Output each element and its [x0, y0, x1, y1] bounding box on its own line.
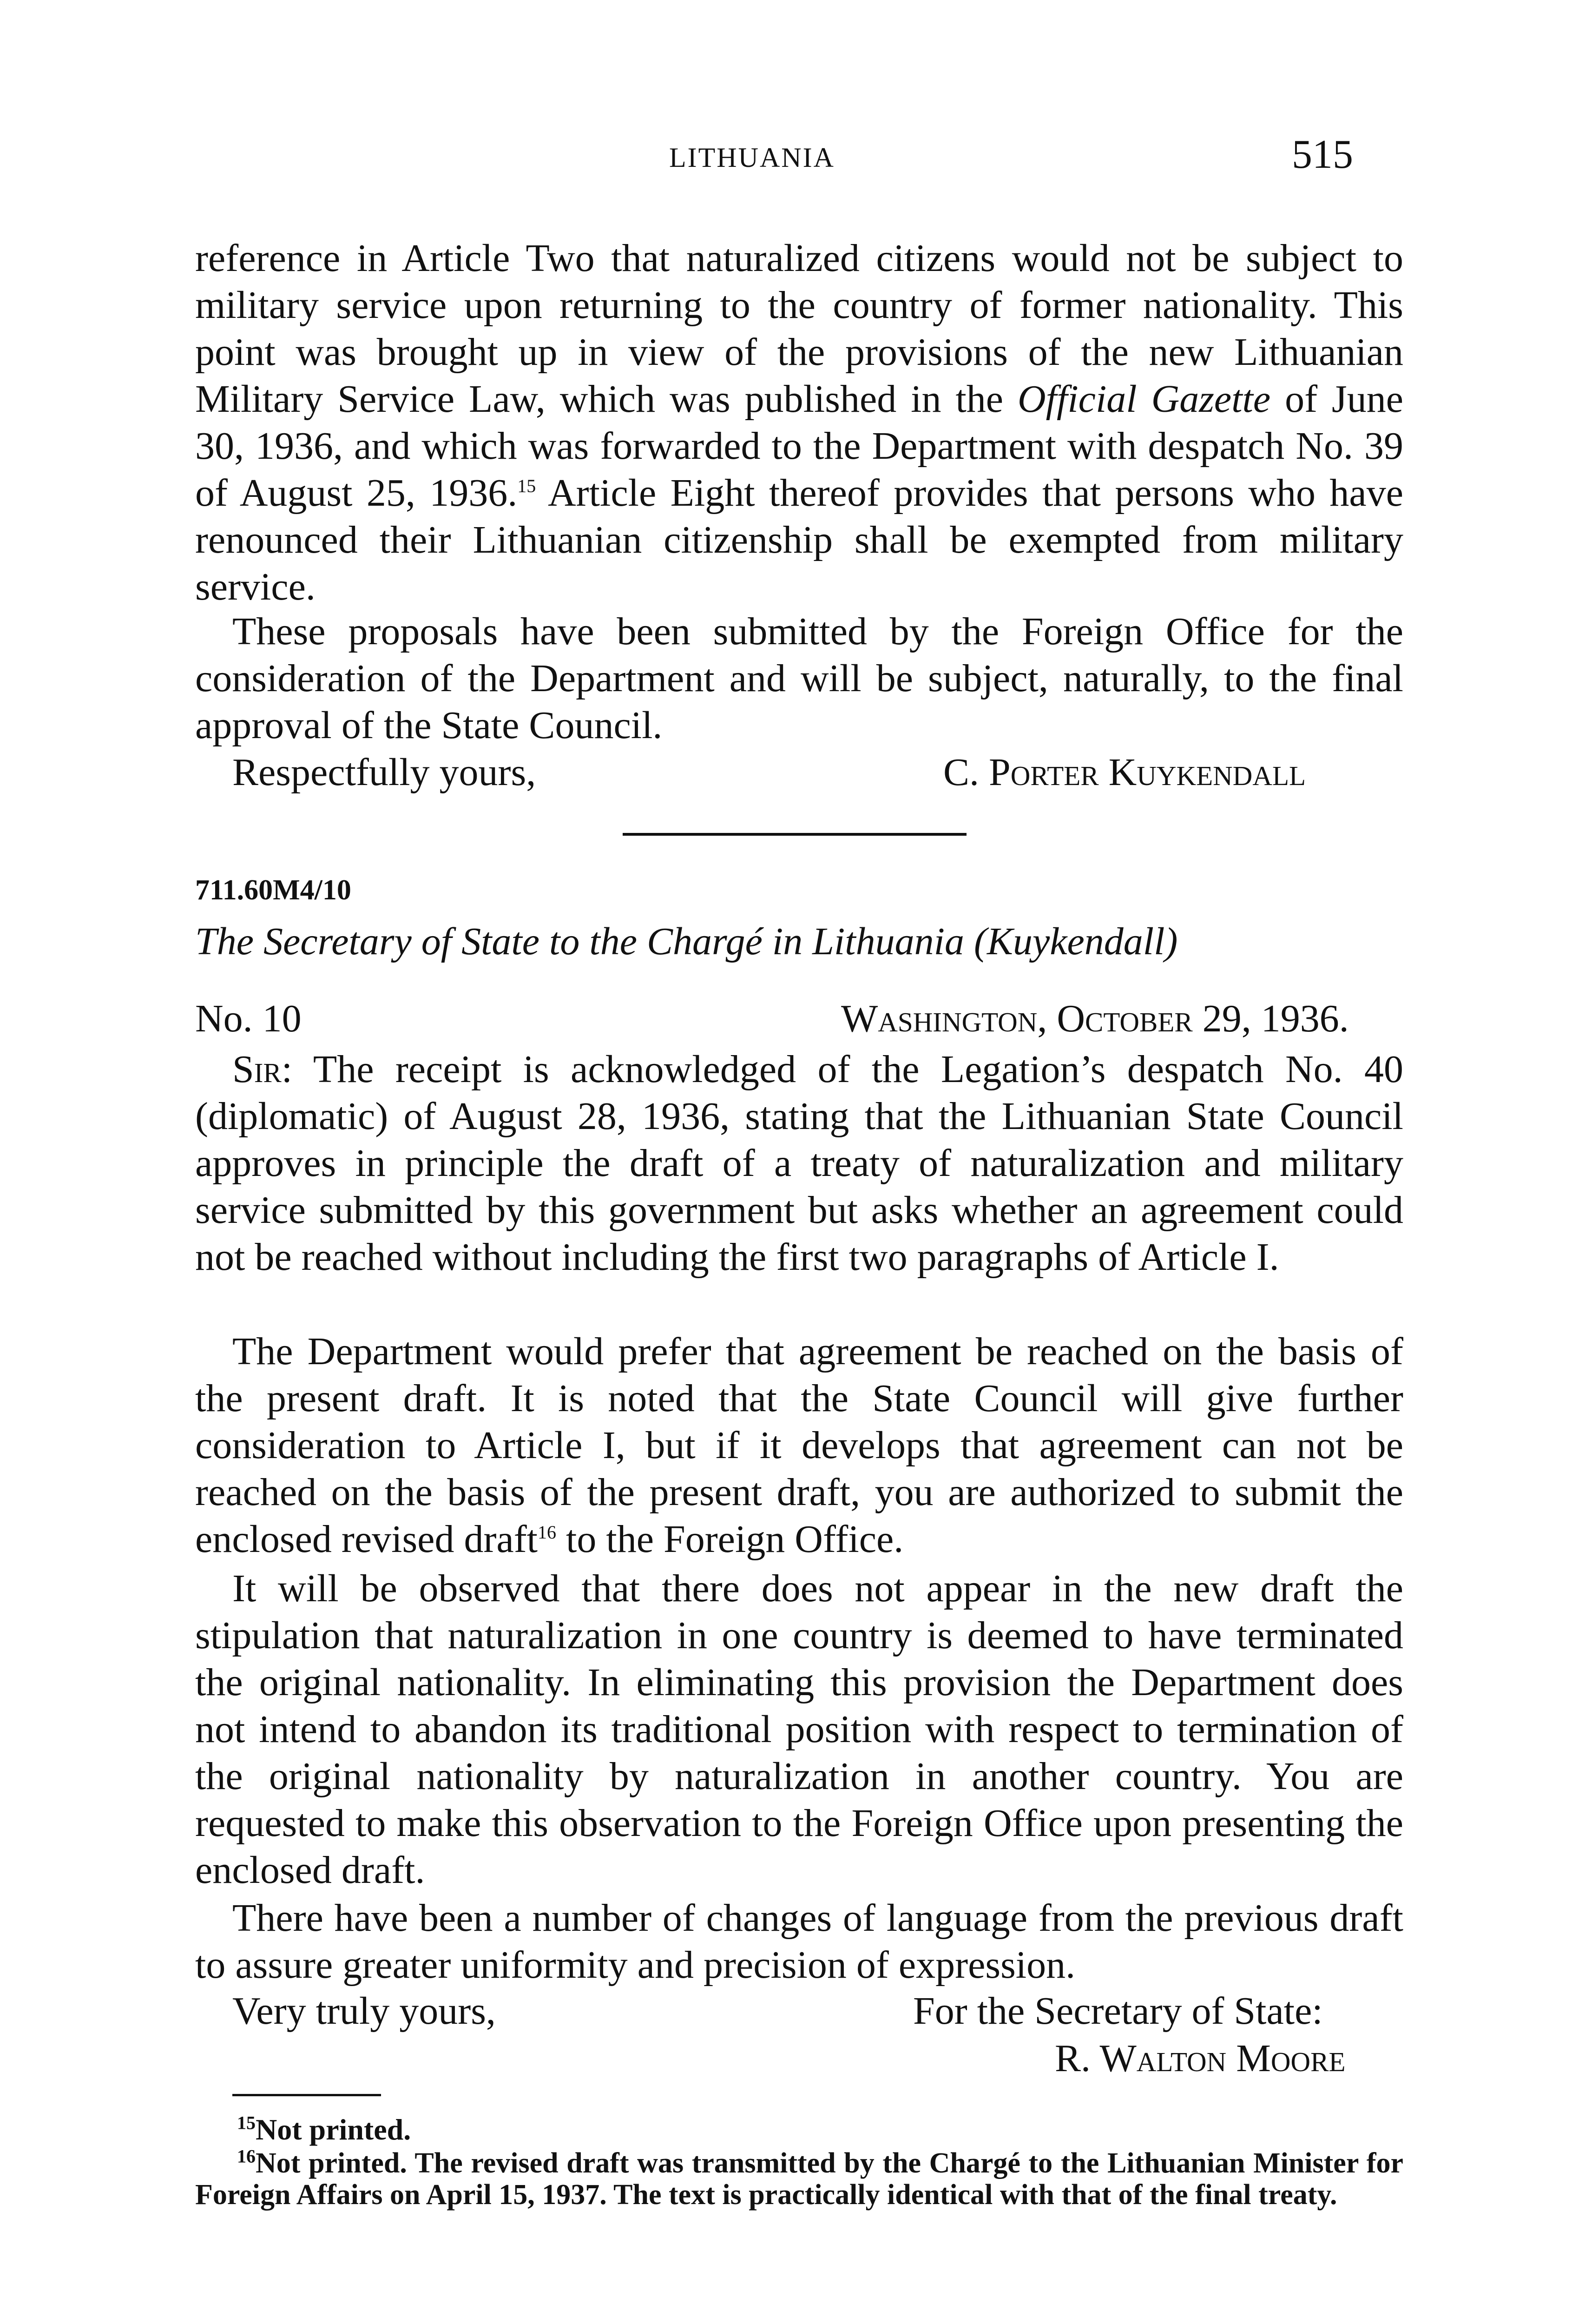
footnote-ref-15[interactable]: 15: [517, 475, 536, 496]
document-heading: The Secretary of State to the Chargé in Lithuania (Kuykendall): [195, 920, 1178, 963]
paragraph-1: [195, 235, 1403, 610]
section-divider: [623, 833, 967, 836]
signature-kuykendall: C. Porter Kuykendall: [943, 751, 1306, 794]
paragraph-6: There have been a number of changes of language from the previous draft to assure greater uniformity and precision of expression.: [195, 1896, 1403, 1987]
gazette-title: Official Gazette: [1018, 377, 1271, 421]
footnote-16: [195, 2147, 1403, 2211]
paragraph-2: These proposals have been submitted by the Foreign Office for the consideration of the Department and will be subject, naturally, to the final approval of the State Council.: [195, 610, 1403, 747]
paragraph-text: to the Foreign Office.: [556, 1518, 904, 1561]
paragraph-text: of June 30, 1936, and which was forwarded to the Department with despatch No. 39 of August 25, 1936.: [195, 377, 1403, 515]
footnote-ref-16[interactable]: 16: [538, 1522, 557, 1543]
place-date: Washington, October 29, 1936.: [841, 997, 1349, 1040]
paragraph-text: The Department would prefer that agreement be reached on the basis of the present draft. It is noted that the State Council will give further consideration to Article I, but if it develops that agreement can not be reached on the basis of the present draft, you are authorized to submit the enclosed revised draft: [195, 1330, 1403, 1561]
file-number: 711.60M4/10: [195, 874, 351, 906]
signature-moore: R. Walton Moore: [1055, 2037, 1346, 2080]
paragraph-3: [195, 1046, 1403, 1281]
footnote-divider: [232, 2094, 381, 2096]
footnote-mark: 16: [237, 2146, 256, 2167]
paragraph-text: : The receipt is acknowledged of the Legation’s despatch No. 40 (diplomatic) of August 28, 1936, stating that the Lithuanian State Council approves in principle the draft of a treaty of naturalization and military service submitted by this government but asks whether an agreement could not be reached without including the first two paragraphs of Article I.: [195, 1048, 1403, 1279]
paragraph-5: It will be observed that there does not appear in the new draft the stipulation that naturalization in one country is deemed to have terminated the original nationality. In eliminating this provision the Department does not intend to abandon its traditional position with respect to termination of the original nationality by naturalization in another country. You are requested to make this observation to the Foreign Office upon presenting the enclosed draft.: [195, 1567, 1403, 1892]
document-number: No. 10: [195, 997, 302, 1040]
footnote-text: Not printed.: [256, 2113, 411, 2146]
footnote-mark: 15: [237, 2112, 256, 2133]
paragraph-4: [195, 1328, 1403, 1563]
salutation: Sir: [232, 1048, 282, 1091]
footnote-text: Not printed. The revised draft was transmitted by the Chargé to the Lithuanian Minister for Foreign Affairs on April 15, 1937. The text is practically identical with that of the final treaty.: [195, 2147, 1403, 2211]
paragraph-text: Article Eight thereof provides that persons who have renounced their Lithuanian citizenship shall be exempted from military service.: [195, 471, 1403, 608]
page-number: 515: [1292, 132, 1353, 177]
closing-1: Respectfully yours,: [232, 751, 536, 794]
running-header: LITHUANIA: [669, 142, 835, 173]
paragraph-text: reference in Article Two that naturalized citizens would not be subject to military service upon returning to the country of former nationality. This point was brought up in view of the provisions of the new Lithuanian Military Service Law, which was published in the: [195, 237, 1403, 421]
for-secretary-line: For the Secretary of State:: [913, 1989, 1323, 2033]
closing-2: Very truly yours,: [232, 1989, 496, 2033]
footnote-15: [237, 2113, 411, 2147]
